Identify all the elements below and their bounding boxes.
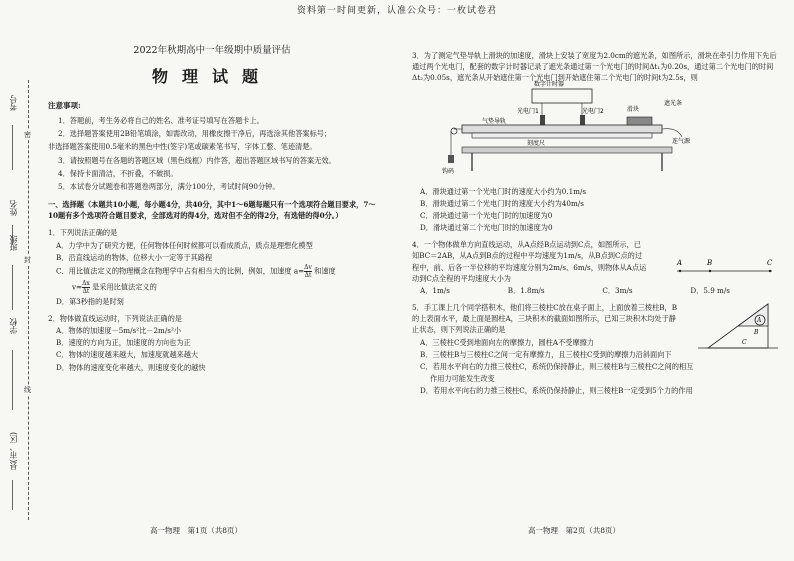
point-a (679, 270, 681, 272)
option-d: D．若用水平向右的力推三棱柱C，系统仍保持静止，则三棱柱B一定受到5个力的作用 (420, 386, 693, 396)
question-2 (48, 313, 376, 373)
option-d: D．物体的速度变化率越大，则速度变化的越快 (56, 362, 206, 372)
label-c: C (742, 339, 747, 347)
seal-char: 线 (24, 386, 31, 394)
label-a: A (677, 259, 683, 268)
question-4 (412, 239, 782, 296)
fraction (82, 280, 90, 295)
question-stem: 2．物体做直线运动时，下列说法正确的是 (48, 314, 182, 324)
option-b: B．滑块通过第二个光电门时的速度大小约为40m/s (420, 198, 584, 208)
option-b: B．速度的方向为正，加速度的方向也为正 (56, 338, 191, 348)
option-b: B．1.8m/s (507, 285, 545, 295)
notice-title: 注意事项: (48, 100, 81, 110)
option-d: D．5.9 m/s (690, 285, 730, 295)
binding-margin (0, 0, 36, 561)
label-c: C (767, 259, 773, 268)
footer-left: 高一物理 第1页（共8页） (150, 526, 243, 535)
label-pipe: 连气源 (672, 138, 691, 146)
exam-subtitle: 2022年秋期高中一年级期中质量评估 (133, 45, 291, 56)
point-c (769, 270, 771, 272)
air-track-figure (432, 81, 732, 177)
binding-label-name: 姓名 (9, 200, 18, 216)
left-page (48, 44, 376, 373)
question-stem: 1．下列说法正确的是 (48, 228, 118, 238)
label-slider: 滑块 (627, 106, 640, 114)
notice-item: 4．保持卡面清洁，不折叠，不破损。 (58, 168, 178, 178)
option-a: A．物体的加速度－5m/s²比－2m/s²小 (56, 326, 182, 336)
right-page (412, 50, 782, 396)
option-c-cont: 作用力可能发生改变 (430, 373, 495, 383)
section-heading: 一、选择题（本题共10小题，每小题4分，共40分，其中1～6题每题只有一个选项符合题目要求，7～10题有多个选项符合题目要求，全部选对的得4分，选对但不全的得2分，有选错的得0分。） (48, 200, 376, 221)
header-banner: 资料第一时间更新，认准公众号：一枚试卷君 (296, 6, 497, 16)
ruler-bar (472, 133, 652, 138)
option-c-text: 和速度 (314, 266, 336, 276)
hook-weight (448, 155, 454, 163)
option-a: A．1m/s (420, 285, 450, 295)
notice-item: 1．答题前，考生务必将自己的姓名、准考证号填写在答题卡上。 (58, 116, 264, 126)
question-1 (48, 227, 376, 307)
option-c: C．3m/s (602, 285, 633, 295)
binding-label-county: 县(市、区) (9, 432, 18, 471)
binding-label-exam-no: 考号 (9, 95, 18, 111)
gate1-mark (540, 115, 545, 125)
notice-item: 3．请按照题号在各题的答题区域（黑色线框）内作答，超出答题区域书写的答案无效。 (58, 155, 336, 165)
option-b: B．沿直线运动的物体，位移大小一定等于其路程 (56, 252, 213, 262)
label-gate2: 光电门2 (582, 108, 604, 116)
notice-item: 2．选择题答案使用2B铅笔填涂，如需改动，用橡皮擦干净后，再选涂其他答案标号； (58, 129, 332, 139)
question-stem: 3．为了测定气垫导轨上滑块的加速度，滑块上安装了宽度为2.0cm的遮光条，如图所示，滑块在牵引力作用下先后通过两个光电门，配套的数字计时器记录了遮光条通过第一个光电门的时间Δt₁为0.20s，通过第二个光电门的时间Δt₂为0.05s，遮光条从开始遮住第一个光电门到开始遮住第二个光电门的时间t为2.5s，则 (412, 51, 777, 83)
option-d: D．第3秒指的是时刻 (56, 296, 124, 306)
option-b: B．三棱柱B与三棱柱C之间一定有摩擦力，且三棱柱C受到的摩擦力沿斜面向下 (420, 349, 672, 359)
label-b: B (707, 259, 713, 268)
denominator: Δt (304, 271, 312, 279)
timer-box (532, 89, 592, 103)
binding-label-class: 班级 (9, 235, 18, 251)
rail-body (462, 125, 662, 133)
blocks-figure (698, 300, 778, 352)
binding-line (12, 480, 13, 510)
slider-block (627, 117, 652, 125)
air-pipe (662, 129, 682, 137)
numerator: Δx (82, 279, 90, 287)
prism-b (738, 304, 768, 326)
formula-a: a= (293, 266, 305, 276)
binding-line (12, 350, 13, 410)
label-gate1: 光电门1 (517, 108, 539, 116)
label-rail: 气垫导轨 (482, 118, 507, 126)
question-stem: 5．手工课上几个同学搭积木，他们将三棱柱C放在桌子面上，上面放着三棱柱B，B的上表面水平，最上面是圆柱A，三块积木的截面如图所示，已知三块积木均处于静止状态，则下列说法正确的是 (412, 303, 678, 335)
label-ruler: 刻度尺 (527, 140, 546, 148)
label-hook: 钩码 (442, 168, 455, 176)
option-a: A．滑块通过第一个光电门时的速度大小约为0.1m/s (420, 186, 587, 196)
label-a: A (757, 317, 762, 325)
option-a: A．三棱柱C受到地面向左的摩擦力，圆柱A不受摩擦力 (420, 337, 595, 347)
abc-line-figure (672, 257, 782, 277)
seal-char: 密 (24, 131, 31, 139)
table-top (462, 147, 672, 153)
seal-char: 封 (24, 256, 31, 264)
question-stem: 4．一个物体做单方向直线运动，从A点经B点运动到C点，如图所示，已知BC＝2AB，从A点到B点的过程中平均速度为1m/s，从B点到C点的过程中，前、后各一半位移的平均速度分别为2m/s、6m/s，则物体从A点运动到C点全程的平均速度大小为 (412, 240, 647, 283)
seal-dashed-line (28, 80, 29, 520)
option-d: D．滑块通过第二个光电门时的加速度为0 (420, 223, 553, 233)
label-b: B (754, 329, 759, 337)
notice-item: 非选择题答案使用0.5毫米的黑色中性(签字)笔或碳素笔书写，字体工整、笔迹清楚。 (48, 142, 317, 152)
option-c: C．若用水平向右的力推三棱柱C，系统仍保持静止，则三棱柱B与三棱柱C之间的相互 (420, 361, 694, 371)
notice-item: 5．本试卷分试题卷和答题卷两部分，满分100分，考试时间90分钟。 (58, 181, 280, 191)
label-timer: 数字计时器 (534, 81, 565, 89)
option-c-text: 是采用比值法定义的 (92, 282, 157, 292)
option-c-cont (72, 280, 376, 295)
point-b (709, 270, 711, 272)
notice-block (48, 100, 376, 193)
formula-v: v= (72, 282, 83, 292)
option-c: C．滑块通过第一个光电门时的加速度为0 (420, 210, 553, 220)
fraction (304, 264, 312, 279)
option-c-text: C．用比值法定义的物理概念在物理学中占有相当大的比例，例如，加速度 (56, 266, 292, 276)
option-c (56, 264, 376, 279)
binding-label-school: 学校 (9, 318, 18, 334)
option-a: A．力学中为了研究方便，任何物体任何时候都可以看成质点，质点是理想化模型 (56, 240, 313, 250)
denominator: Δt (82, 287, 90, 295)
binding-line (12, 125, 13, 170)
gate2-mark (580, 115, 585, 125)
numerator: Δv (304, 263, 312, 271)
question-3 (412, 50, 782, 233)
footer-right: 高一物理 第2页（共8页） (528, 526, 621, 535)
options-row (420, 285, 730, 296)
label-strip: 遮光条 (664, 100, 683, 108)
binding-line (12, 265, 13, 310)
question-5 (412, 302, 782, 396)
timer-wires (542, 103, 582, 115)
table-legs (472, 153, 662, 171)
exam-title: 物理试题 (151, 66, 272, 86)
option-c: C．物体的速度越来越大，加速度就越来越大 (56, 350, 199, 360)
